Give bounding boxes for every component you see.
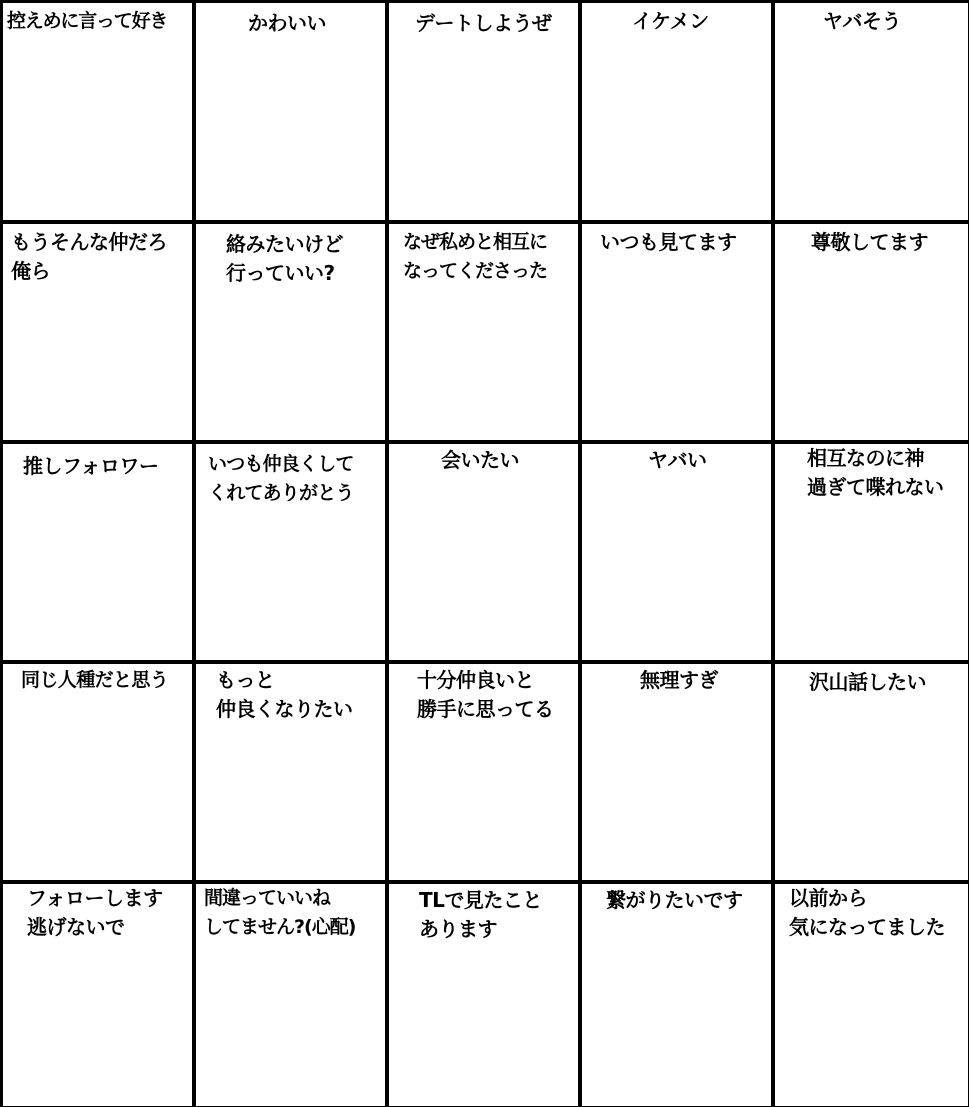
cell-label: いつも仲良くして くれてありがとう bbox=[208, 453, 354, 504]
cell-label: 沢山話したい bbox=[809, 670, 926, 694]
grid-cell bbox=[196, 664, 385, 880]
grid-cell bbox=[3, 884, 192, 1106]
cell-label: フォローします 逃げないで bbox=[27, 886, 163, 939]
grid-cell bbox=[775, 224, 968, 440]
cell-label: 同じ人種だと思う bbox=[21, 669, 169, 691]
cell-label: 十分仲良いと 勝手に思ってる bbox=[417, 668, 554, 721]
cell-label: 会いたい bbox=[441, 448, 519, 472]
grid-cell bbox=[582, 224, 771, 440]
grid-cell bbox=[389, 884, 578, 1106]
cell-label: 推しフォロワー bbox=[23, 454, 159, 478]
grid-cell bbox=[196, 444, 385, 660]
grid-cell bbox=[582, 444, 771, 660]
grid-cell bbox=[389, 444, 578, 660]
grid-cell bbox=[3, 444, 192, 660]
cell-label: 繋がりたいです bbox=[606, 888, 743, 912]
grid-cell bbox=[389, 3, 578, 220]
cell-label: 尊敬してます bbox=[811, 230, 928, 254]
grid-cell bbox=[582, 884, 771, 1106]
grid-cell bbox=[3, 224, 192, 440]
grid-cell bbox=[582, 3, 771, 220]
cell-label: もうそんな仲だろ 俺ら bbox=[11, 230, 167, 283]
cell-label: 無理すぎ bbox=[640, 668, 718, 692]
cell-label: 間違っていいね してません?(心配) bbox=[204, 887, 356, 938]
cell-label: TLで見たこと あります bbox=[419, 888, 542, 941]
grid-cell bbox=[582, 664, 771, 880]
cell-label: 相互なのに神 過ぎて喋れない bbox=[807, 446, 944, 499]
cell-label: なぜ私めと相互に なってくださった bbox=[403, 231, 548, 282]
grid-cell bbox=[3, 664, 192, 880]
cell-label: 以前から 気になってました bbox=[789, 886, 945, 939]
cell-label: イケメン bbox=[632, 9, 709, 33]
grid-cell bbox=[775, 664, 968, 880]
cell-label: ヤバい bbox=[648, 448, 707, 472]
grid-cell bbox=[775, 444, 968, 660]
grid-cell bbox=[389, 224, 578, 440]
grid-cell bbox=[775, 884, 968, 1106]
grid-cell bbox=[196, 3, 385, 220]
cell-label: ヤバそう bbox=[823, 9, 901, 33]
grid-cell bbox=[3, 3, 192, 220]
grid-cell bbox=[196, 884, 385, 1106]
cell-label: デートしようぜ bbox=[415, 11, 552, 35]
cell-label: いつも見てます bbox=[600, 230, 737, 254]
grid-cell bbox=[389, 664, 578, 880]
cell-label: 絡みたいけど 行っていい? bbox=[226, 232, 343, 285]
cell-label: 控えめに言って好き bbox=[7, 10, 168, 32]
grid-cell bbox=[196, 224, 385, 440]
grid-cell bbox=[775, 3, 968, 220]
cell-label: もっと 仲良くなりたい bbox=[216, 668, 353, 721]
cell-label: かわいい bbox=[248, 11, 326, 35]
